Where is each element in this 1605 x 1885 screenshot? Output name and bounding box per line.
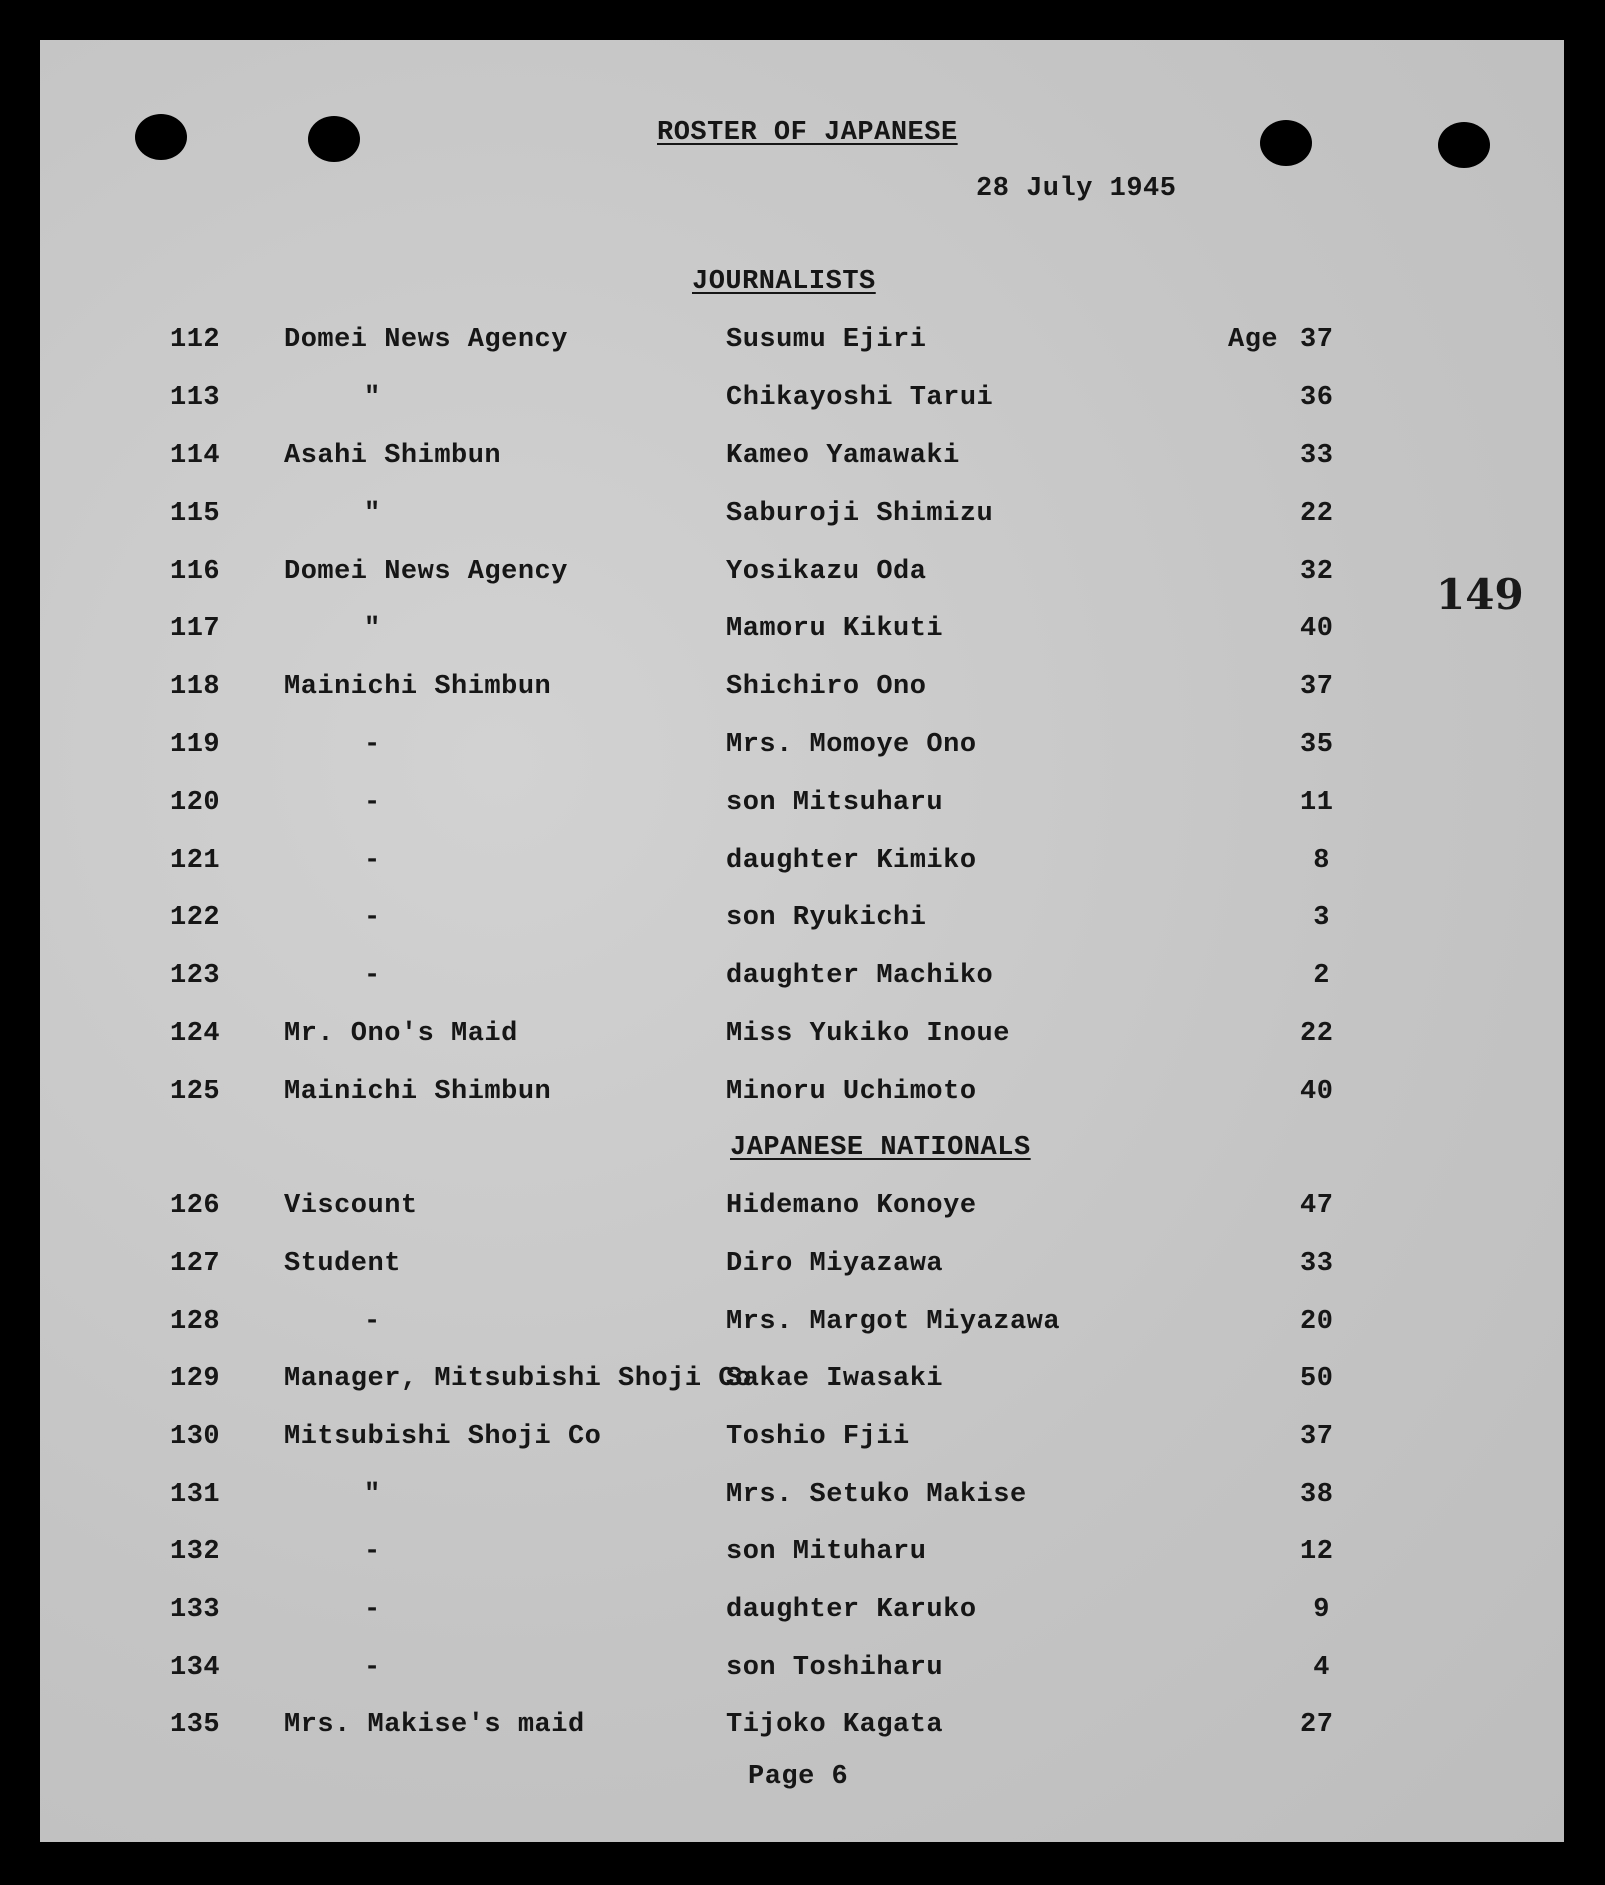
row-age: 37 xyxy=(1300,672,1334,702)
row-organization: Student xyxy=(284,1249,401,1279)
row-age: 37 xyxy=(1300,325,1334,355)
row-name: Kameo Yamawaki xyxy=(726,441,960,471)
page-footer: Page 6 xyxy=(748,1762,849,1792)
row-age: 11 xyxy=(1300,788,1334,818)
row-organization: " xyxy=(364,614,381,644)
row-organization: - xyxy=(364,1307,381,1337)
row-number: 130 xyxy=(170,1422,221,1452)
roster-row xyxy=(0,1249,1605,1289)
row-organization: Mr. Ono's Maid xyxy=(284,1019,518,1049)
roster-row xyxy=(0,614,1605,654)
roster-row xyxy=(0,1019,1605,1059)
row-number: 114 xyxy=(170,441,221,471)
roster-row xyxy=(0,441,1605,481)
row-number: 126 xyxy=(170,1191,221,1221)
row-name: son Mituharu xyxy=(726,1537,927,1567)
row-organization: " xyxy=(364,499,381,529)
row-number: 121 xyxy=(170,846,221,876)
row-organization: - xyxy=(364,788,381,818)
punch-hole-1 xyxy=(135,114,187,160)
row-organization: - xyxy=(364,1653,381,1683)
row-organization: - xyxy=(364,961,381,991)
roster-row xyxy=(0,1191,1605,1231)
row-organization: " xyxy=(364,1480,381,1510)
row-name: Minoru Uchimoto xyxy=(726,1077,977,1107)
row-age: 32 xyxy=(1300,557,1334,587)
row-name: daughter Karuko xyxy=(726,1595,977,1625)
roster-row xyxy=(0,1595,1605,1635)
punch-hole-3 xyxy=(1260,120,1312,166)
row-number: 125 xyxy=(170,1077,221,1107)
row-name: Hidemano Konoye xyxy=(726,1191,977,1221)
row-name: Yosikazu Oda xyxy=(726,557,927,587)
row-organization: Domei News Agency xyxy=(284,557,568,587)
row-organization: - xyxy=(364,1537,381,1567)
row-name: Toshio Fjii xyxy=(726,1422,910,1452)
roster-row xyxy=(0,1422,1605,1462)
row-age: 50 xyxy=(1300,1364,1334,1394)
row-age: 27 xyxy=(1300,1710,1334,1740)
row-organization: Mainichi Shimbun xyxy=(284,672,552,702)
row-age: 20 xyxy=(1300,1307,1334,1337)
row-organization: " xyxy=(364,383,381,413)
roster-row xyxy=(0,383,1605,423)
row-age: 4 xyxy=(1313,1653,1330,1683)
row-number: 131 xyxy=(170,1480,221,1510)
row-number: 133 xyxy=(170,1595,221,1625)
roster-row xyxy=(0,1537,1605,1577)
row-age: 37 xyxy=(1300,1422,1334,1452)
row-number: 134 xyxy=(170,1653,221,1683)
punch-hole-4 xyxy=(1438,122,1490,168)
row-organization: Manager, Mitsubishi Shoji Co xyxy=(284,1364,752,1394)
row-name: Chikayoshi Tarui xyxy=(726,383,994,413)
row-age: 12 xyxy=(1300,1537,1334,1567)
section-heading: JOURNALISTS xyxy=(692,267,876,297)
row-number: 128 xyxy=(170,1307,221,1337)
roster-row xyxy=(0,961,1605,1001)
roster-row xyxy=(0,1364,1605,1404)
stamp-number: 149 xyxy=(1436,570,1524,619)
row-organization: Domei News Agency xyxy=(284,325,568,355)
row-number: 117 xyxy=(170,614,221,644)
row-age: 36 xyxy=(1300,383,1334,413)
row-number: 115 xyxy=(170,499,221,529)
row-number: 120 xyxy=(170,788,221,818)
row-age: 47 xyxy=(1300,1191,1334,1221)
roster-row xyxy=(0,557,1605,597)
row-name: Miss Yukiko Inoue xyxy=(726,1019,1010,1049)
row-number: 135 xyxy=(170,1710,221,1740)
punch-hole-2 xyxy=(308,116,360,162)
roster-row xyxy=(0,1480,1605,1520)
row-number: 122 xyxy=(170,903,221,933)
row-name: Mrs. Margot Miyazawa xyxy=(726,1307,1061,1337)
row-age: 9 xyxy=(1313,1595,1330,1625)
row-number: 116 xyxy=(170,557,221,587)
row-organization: Mainichi Shimbun xyxy=(284,1077,552,1107)
row-organization: - xyxy=(364,730,381,760)
row-name: Mrs. Setuko Makise xyxy=(726,1480,1027,1510)
row-number: 118 xyxy=(170,672,221,702)
row-age: 22 xyxy=(1300,499,1334,529)
row-number: 119 xyxy=(170,730,221,760)
roster-row xyxy=(0,672,1605,712)
row-name: daughter Machiko xyxy=(726,961,994,991)
row-number: 129 xyxy=(170,1364,221,1394)
row-name: Mamoru Kikuti xyxy=(726,614,944,644)
row-name: son Mitsuharu xyxy=(726,788,944,818)
row-name: son Toshiharu xyxy=(726,1653,944,1683)
roster-row xyxy=(0,1307,1605,1347)
row-number: 132 xyxy=(170,1537,221,1567)
document-title: ROSTER OF JAPANESE xyxy=(657,118,958,148)
row-age: 40 xyxy=(1300,1077,1334,1107)
roster-row xyxy=(0,730,1605,770)
row-number: 112 xyxy=(170,325,221,355)
roster-row xyxy=(0,499,1605,539)
row-organization: Mrs. Makise's maid xyxy=(284,1710,585,1740)
age-label: Age xyxy=(1228,325,1279,355)
roster-row xyxy=(0,788,1605,828)
row-age: 33 xyxy=(1300,441,1334,471)
roster-row xyxy=(0,903,1605,943)
document-date: 28 July 1945 xyxy=(976,174,1177,204)
row-name: son Ryukichi xyxy=(726,903,927,933)
row-age: 8 xyxy=(1313,846,1330,876)
row-name: Tijoko Kagata xyxy=(726,1710,944,1740)
row-name: daughter Kimiko xyxy=(726,846,977,876)
row-number: 123 xyxy=(170,961,221,991)
row-number: 113 xyxy=(170,383,221,413)
row-name: Saburoji Shimizu xyxy=(726,499,994,529)
roster-row xyxy=(0,1653,1605,1693)
row-organization: Mitsubishi Shoji Co xyxy=(284,1422,602,1452)
row-name: Susumu Ejiri xyxy=(726,325,927,355)
row-age: 40 xyxy=(1300,614,1334,644)
row-number: 124 xyxy=(170,1019,221,1049)
row-age: 3 xyxy=(1313,903,1330,933)
row-age: 38 xyxy=(1300,1480,1334,1510)
row-name: Mrs. Momoye Ono xyxy=(726,730,977,760)
row-name: Sakae Iwasaki xyxy=(726,1364,944,1394)
row-age: 22 xyxy=(1300,1019,1334,1049)
roster-row xyxy=(0,1710,1605,1750)
row-organization: Viscount xyxy=(284,1191,418,1221)
row-organization: - xyxy=(364,1595,381,1625)
roster-row xyxy=(0,1077,1605,1117)
row-organization: Asahi Shimbun xyxy=(284,441,502,471)
roster-row xyxy=(0,846,1605,886)
roster-row xyxy=(0,325,1605,365)
row-name: Shichiro Ono xyxy=(726,672,927,702)
row-age: 2 xyxy=(1313,961,1330,991)
row-age: 33 xyxy=(1300,1249,1334,1279)
section-heading: JAPANESE NATIONALS xyxy=(730,1133,1031,1163)
row-name: Diro Miyazawa xyxy=(726,1249,944,1279)
row-organization: - xyxy=(364,903,381,933)
row-age: 35 xyxy=(1300,730,1334,760)
row-number: 127 xyxy=(170,1249,221,1279)
row-organization: - xyxy=(364,846,381,876)
